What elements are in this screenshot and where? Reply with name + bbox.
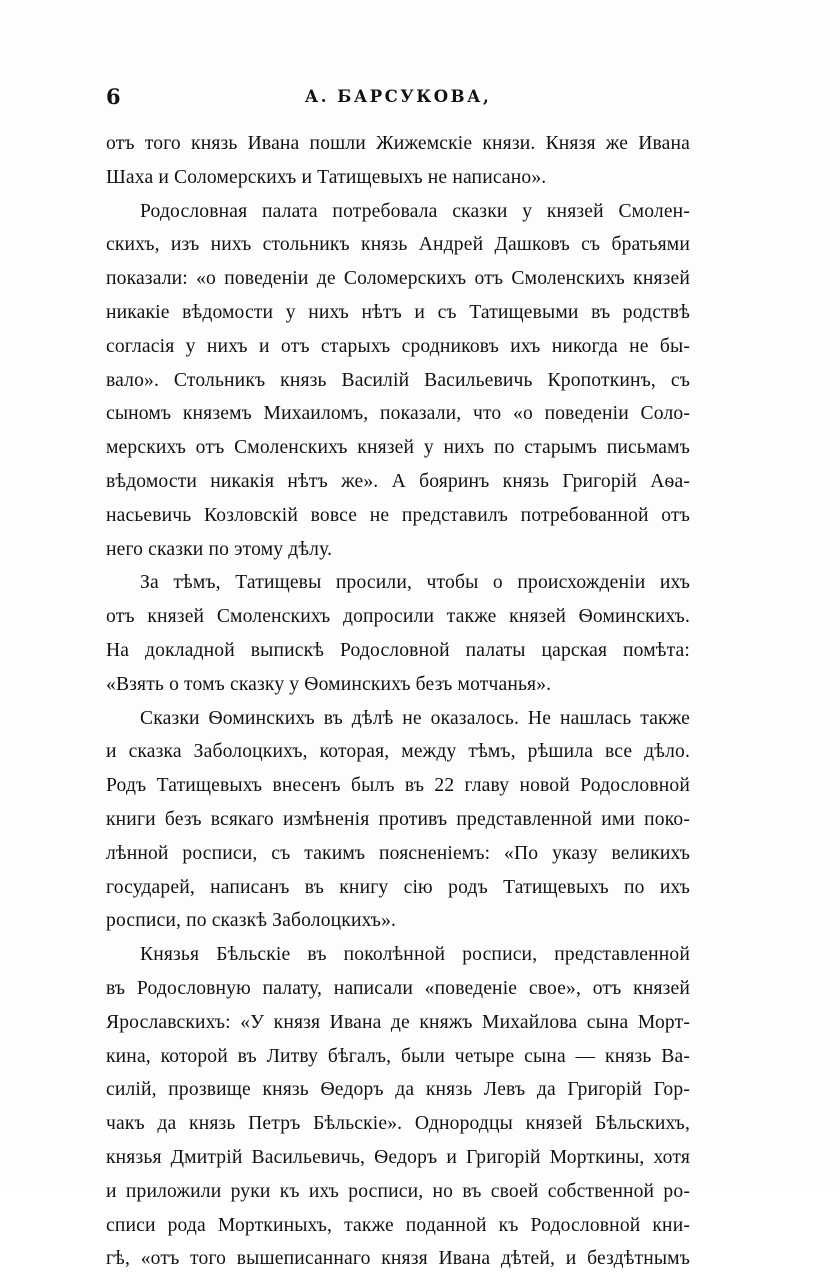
- text-line: и приложили руки къ ихъ росписи, но въ своей собственной ро-: [106, 1180, 690, 1202]
- page-header: [106, 84, 690, 114]
- text-line: вало». Стольникъ князь Василій Васильевичь Кропоткинъ, съ: [106, 369, 690, 391]
- text-line: На докладной выпискѣ Родословной палаты царская помѣта:: [106, 639, 690, 661]
- text-line: никакіе вѣдомости у нихъ нѣтъ и съ Татищевыми въ родствѣ: [106, 301, 690, 323]
- text-line: За тѣмъ, Татищевы просили, чтобы о происхожденіи ихъ: [140, 572, 690, 594]
- text-line: вѣдомости никакія нѣтъ же». А бояринъ князь Григорій Аѳа-: [106, 470, 690, 492]
- text-line: росписи, по сказкѣ Заболоцкихъ».: [106, 910, 397, 932]
- text-line: него сказки по этому дѣлу.: [106, 538, 333, 560]
- text-line: и сказка Заболоцкихъ, которая, между тѣмъ, рѣшила все дѣло.: [106, 741, 690, 763]
- text-line: согласія у нихъ и отъ старыхъ сродниковъ ихъ никогда не бы-: [106, 335, 690, 357]
- page-number: 6: [106, 84, 121, 109]
- text-line: Князья Бѣльскіе въ поколѣнной росписи, представленной: [140, 944, 690, 966]
- text-line: Сказки Ѳоминскихъ въ дѣлѣ не оказалось. Не нашлась также: [140, 707, 690, 729]
- text-line: князья Дмитрій Васильевичь, Ѳедоръ и Григорій Морткины, хотя: [106, 1146, 690, 1168]
- text-line: чакъ да князь Петръ Бѣльскіе». Однородцы князей Бѣльскихъ,: [106, 1113, 690, 1135]
- text-line: отъ князей Смоленскихъ допросили также князей Ѳоминскихъ.: [106, 606, 690, 628]
- text-line: кина, которой въ Литву бѣгалъ, были четыре сына — князь Ва-: [106, 1045, 690, 1067]
- text-line: Шаха и Соломерскихъ и Татищевыхъ не написано».: [106, 166, 547, 188]
- text-line: Родословная палата потребовала сказки у князей Смолен-: [140, 200, 690, 222]
- text-line: списи рода Морткиныхъ, также поданной къ Родословной кни-: [106, 1214, 690, 1236]
- text-line: лѣнной росписи, съ такимъ поясненіемъ: «По указу великихъ: [106, 842, 690, 864]
- text-line: насьевичь Козловскій вовсе не представилъ потребованной отъ: [106, 504, 690, 526]
- text-line: гѣ, «отъ того вышеписаннаго князя Ивана дѣтей, и бездѣтнымъ: [106, 1248, 690, 1270]
- text-line: книги безъ всякаго измѣненія противъ представленной ими поко-: [106, 808, 690, 830]
- text-line: отъ того князь Ивана пошли Жижемскіе князи. Князя же Ивана: [106, 133, 690, 154]
- text-line: силій, прозвище князь Ѳедоръ да князь Левъ да Григорій Гор-: [106, 1079, 690, 1101]
- text-line: Родъ Татищевыхъ внесенъ былъ въ 22 главу новой Родословной: [106, 775, 690, 797]
- text-line: «Взять о томъ сказку у Ѳоминскихъ безъ мотчанья».: [106, 673, 552, 695]
- text-line: Ярославскихъ: «У князя Ивана де княжъ Михайлова сына Морт-: [106, 1011, 690, 1033]
- text-line: скихъ, изъ нихъ стольникъ князь Андрей Дашковъ съ братьями: [106, 234, 690, 256]
- text-line: государей, написанъ въ книгу сію родъ Татищевыхъ по ихъ: [106, 876, 690, 898]
- text-line: сыномъ княземъ Михаиломъ, показали, что «о поведеніи Соло-: [106, 403, 690, 425]
- text-line: въ Родословную палату, написали «поведеніе свое», отъ князей: [106, 977, 690, 999]
- text-line: показали: «о поведеніи де Соломерскихъ отъ Смоленскихъ князей: [106, 268, 690, 290]
- text-body: [106, 127, 690, 1276]
- running-head: А. БАРСУКОВА,: [304, 87, 492, 106]
- text-line: мерскихъ отъ Смоленскихъ князей у нихъ по старымъ письмамъ: [106, 437, 690, 459]
